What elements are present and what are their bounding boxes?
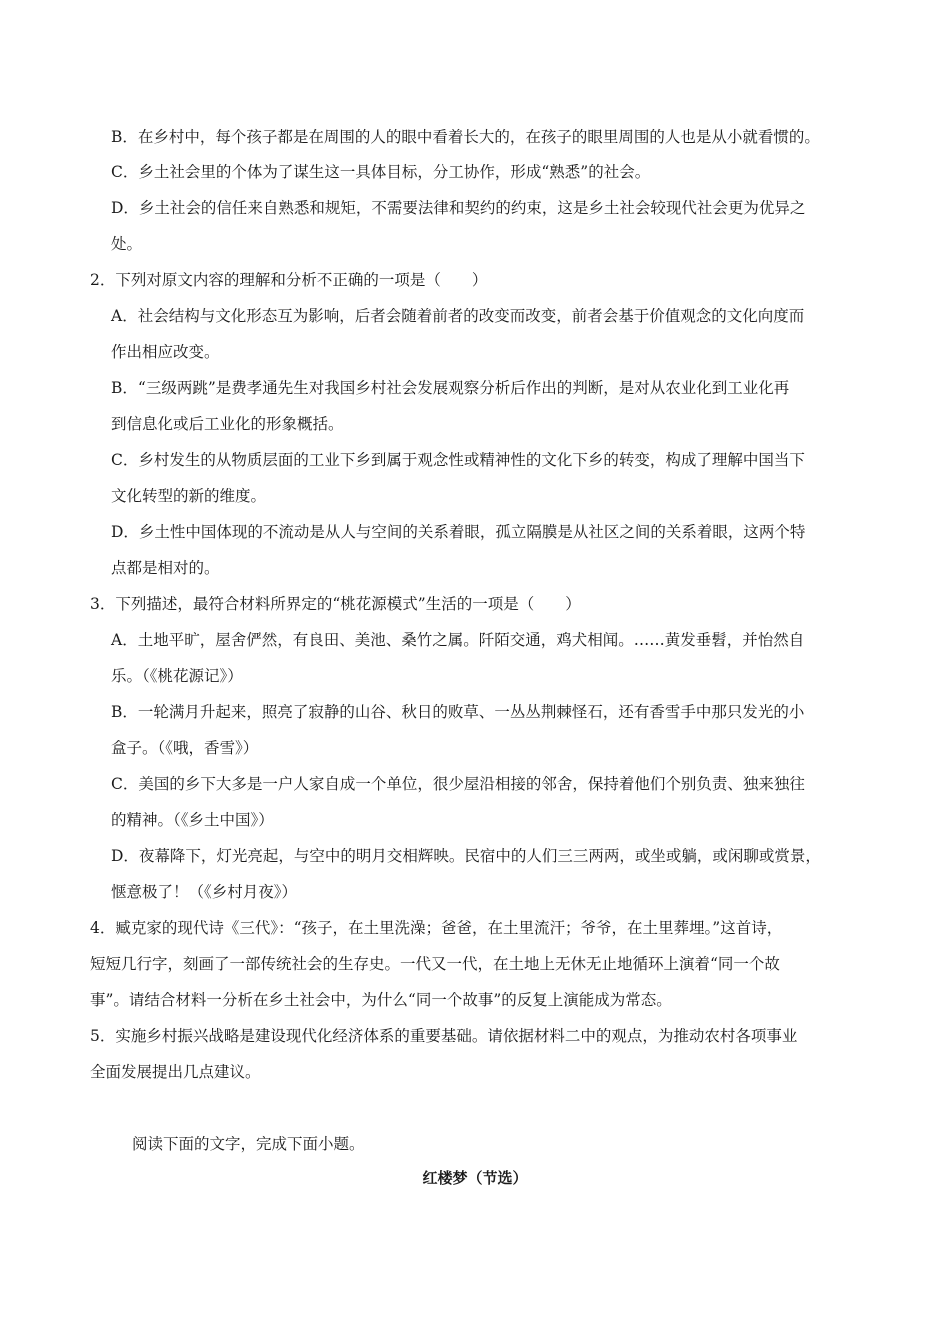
question-5-line-1: 5．实施乡村振兴战略是建设现代化经济体系的重要基础。请依据材料二中的观点，为推动农村各项事业 [90,1027,798,1045]
question-3-stem: 3．下列描述，最符合材料所界定的“桃花源模式”生活的一项是（ ） [90,595,581,613]
question-3-option-d-line-1: D．夜幕降下，灯光亮起，与空中的明月交相辉映。民宿中的人们三三两两，或坐或躺，或闲聊或赏景， [111,847,821,865]
question-2-option-a-line-1: A．社会结构与文化形态互为影响，后者会随着前者的改变而改变，前者会基于价值观念的文化向度而 [111,307,805,325]
question-1-option-c: C．乡土社会里的个体为了谋生这一具体目标，分工协作，形成“熟悉”的社会。 [111,163,651,181]
question-3-option-b-line-2: 盒子。（《哦，香雪》） [111,739,259,757]
question-3-option-a-line-2: 乐。（《桃花源记》） [111,667,243,685]
passage-title: 红楼梦（节选） [422,1169,528,1187]
question-1-option-d-line-1: D．乡土社会的信任来自熟悉和规矩，不需要法律和契约的约束，这是乡土社会较现代社会更为优异之 [111,199,806,217]
question-2-option-b-line-1: B．“三级两跳”是费孝通先生对我国乡村社会发展观察分析后作出的判断，是对从农业化到工业化再 [111,379,790,397]
question-4-line-2: 短短几行字，刻画了一部传统社会的生存史。一代又一代，在土地上无休无止地循环上演着“同一个故 [90,955,780,973]
question-2-option-d-line-1: D．乡土性中国体现的不流动是从人与空间的关系着眼，孤立隔膜是从社区之间的关系着眼，这两个特 [111,523,806,541]
question-3-option-b-line-1: B．一轮满月升起来，照亮了寂静的山谷、秋日的败草、一丛丛荆棘怪石，还有香雪手中那只发光的小 [111,703,805,721]
question-1-option-d-line-2: 处。 [111,235,143,253]
question-3-option-c-line-1: C．美国的乡下大多是一户人家自成一个单位，很少屋沿相接的邻舍，保持着他们个别负责、独来独往 [111,775,805,793]
question-2-option-b-line-2: 到信息化或后工业化的形象概括。 [111,415,344,433]
question-1-option-b: B．在乡村中，每个孩子都是在周围的人的眼中看着长大的，在孩子的眼里周围的人也是从小就看惯的。 [111,128,820,146]
question-5-line-2: 全面发展提出几点建议。 [90,1063,261,1081]
question-2-stem: 2．下列对原文内容的理解和分析不正确的一项是（ ） [90,271,488,289]
question-2-option-c-line-1: C．乡村发生的从物质层面的工业下乡到属于观念性或精神性的文化下乡的转变，构成了理解中国当下 [111,451,805,469]
question-4-line-3: 事”。请结合材料一分析在乡土社会中，为什么“同一个故事”的反复上演能成为常态。 [90,991,672,1009]
question-3-option-d-line-2: 惬意极了！（《乡村月夜》） [111,883,298,901]
question-2-option-a-line-2: 作出相应改变。 [111,343,220,361]
question-4-line-1: 4．臧克家的现代诗《三代》：“孩子，在土里洗澡；爸爸，在土里流汗；爷爷，在土里葬埋。”这首诗， [90,919,783,937]
question-3-option-a-line-1: A．土地平旷，屋舍俨然，有良田、美池、桑竹之属。阡陌交通，鸡犬相闻。……黄发垂髫，并怡然自 [111,631,805,649]
question-3-option-c-line-2: 的精神。（《乡土中国》） [111,811,274,829]
question-2-option-c-line-2: 文化转型的新的维度。 [111,487,267,505]
question-2-option-d-line-2: 点都是相对的。 [111,559,220,577]
reading-intro: 阅读下面的文字，完成下面小题。 [132,1135,365,1153]
